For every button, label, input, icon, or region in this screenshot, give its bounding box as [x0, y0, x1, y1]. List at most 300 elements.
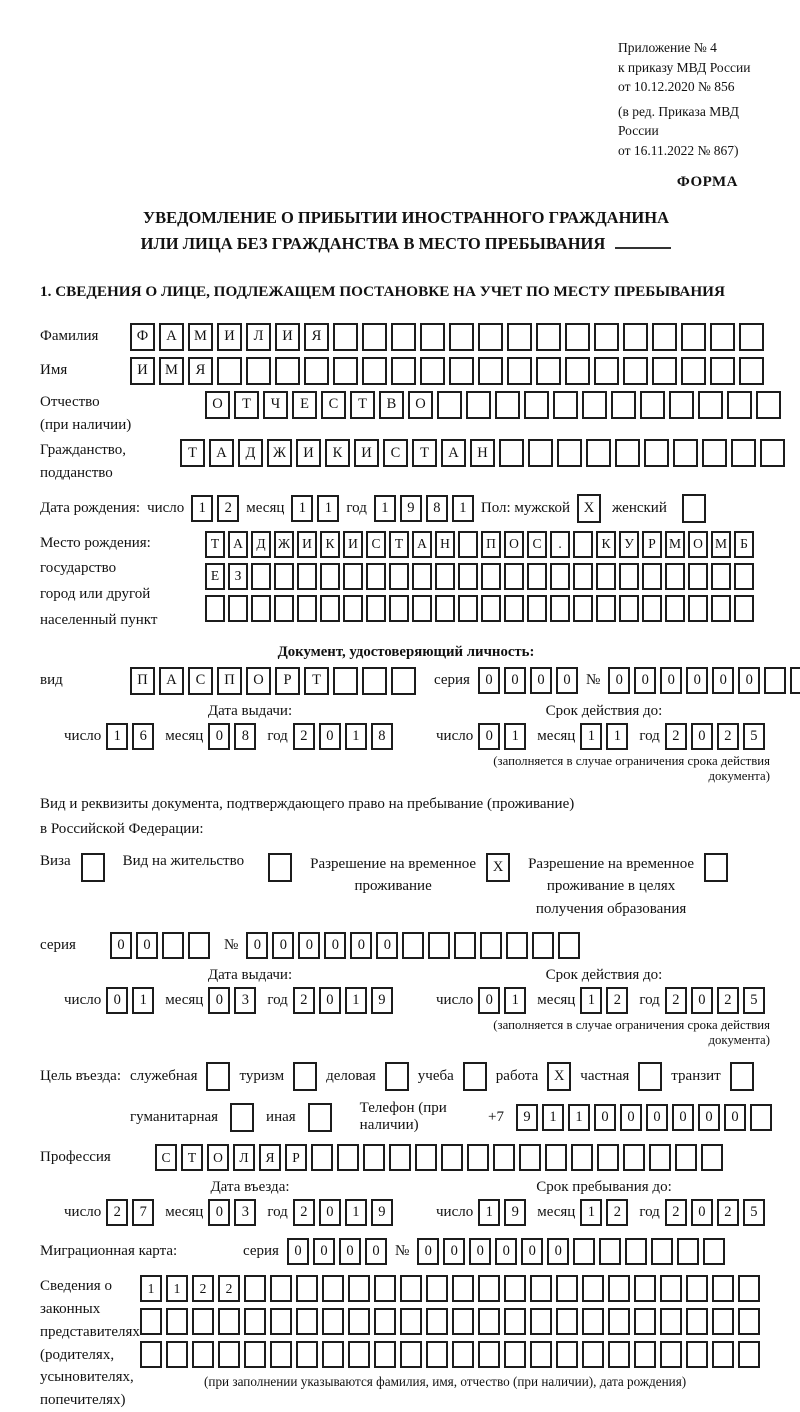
char-box[interactable] [426, 1275, 448, 1302]
char-box[interactable]: 0 [698, 1104, 720, 1131]
char-box[interactable] [556, 1275, 578, 1302]
char-box[interactable] [644, 439, 669, 467]
char-box[interactable] [712, 1275, 734, 1302]
char-box[interactable] [738, 1341, 760, 1368]
char-box[interactable] [623, 1144, 645, 1171]
char-box[interactable] [412, 563, 432, 590]
char-box[interactable]: В [379, 391, 404, 419]
char-box[interactable] [363, 1144, 385, 1171]
char-box[interactable] [688, 595, 708, 622]
char-box[interactable] [333, 323, 358, 351]
char-box[interactable]: 0 [298, 932, 320, 959]
char-box[interactable]: 9 [371, 987, 393, 1014]
char-box[interactable]: 2 [106, 1199, 128, 1226]
char-box[interactable]: 0 [672, 1104, 694, 1131]
char-box[interactable]: 0 [106, 987, 128, 1014]
char-box[interactable] [320, 595, 340, 622]
char-box[interactable] [594, 357, 619, 385]
char-box[interactable] [507, 323, 532, 351]
char-box[interactable] [274, 563, 294, 590]
char-box[interactable]: Т [304, 667, 329, 695]
char-box[interactable] [166, 1341, 188, 1368]
char-box[interactable] [734, 595, 754, 622]
char-box[interactable]: М [159, 357, 184, 385]
purpose-transit-checkbox[interactable] [730, 1062, 754, 1091]
char-box[interactable] [296, 1275, 318, 1302]
char-box[interactable] [669, 391, 694, 419]
char-box[interactable]: Т [180, 439, 205, 467]
char-box[interactable]: 0 [110, 932, 132, 959]
char-box[interactable]: 1 [606, 723, 628, 750]
char-box[interactable]: 0 [208, 723, 230, 750]
char-box[interactable]: 0 [691, 1199, 713, 1226]
char-box[interactable] [391, 357, 416, 385]
char-box[interactable] [478, 1341, 500, 1368]
char-box[interactable] [452, 1308, 474, 1335]
char-box[interactable] [343, 563, 363, 590]
char-box[interactable]: А [159, 323, 184, 351]
purpose-business-checkbox[interactable] [385, 1062, 409, 1091]
char-box[interactable]: 0 [530, 667, 552, 694]
char-box[interactable] [597, 1144, 619, 1171]
char-box[interactable] [348, 1341, 370, 1368]
char-box[interactable]: 0 [646, 1104, 668, 1131]
char-box[interactable]: 0 [319, 723, 341, 750]
char-box[interactable]: О [688, 531, 708, 558]
char-box[interactable] [582, 391, 607, 419]
char-box[interactable]: С [321, 391, 346, 419]
char-box[interactable]: 0 [319, 1199, 341, 1226]
char-box[interactable]: О [504, 531, 524, 558]
char-box[interactable] [166, 1308, 188, 1335]
char-box[interactable] [162, 932, 184, 959]
char-box[interactable] [712, 1308, 734, 1335]
char-box[interactable]: Т [412, 439, 437, 467]
char-box[interactable]: Я [188, 357, 213, 385]
char-box[interactable] [582, 1308, 604, 1335]
char-box[interactable]: 1 [504, 987, 526, 1014]
char-box[interactable] [140, 1341, 162, 1368]
char-box[interactable]: 0 [324, 932, 346, 959]
char-box[interactable]: 0 [495, 1238, 517, 1265]
char-box[interactable] [478, 1275, 500, 1302]
purpose-official-checkbox[interactable] [206, 1062, 230, 1091]
char-box[interactable]: 2 [665, 1199, 687, 1226]
char-box[interactable] [675, 1144, 697, 1171]
char-box[interactable]: 1 [106, 723, 128, 750]
char-box[interactable] [532, 932, 554, 959]
char-box[interactable]: И [217, 323, 242, 351]
char-box[interactable] [478, 357, 503, 385]
char-box[interactable] [478, 323, 503, 351]
char-box[interactable] [400, 1308, 422, 1335]
char-box[interactable] [270, 1308, 292, 1335]
char-box[interactable]: 0 [208, 1199, 230, 1226]
char-box[interactable] [452, 1275, 474, 1302]
char-box[interactable]: 2 [717, 723, 739, 750]
char-box[interactable]: 2 [665, 723, 687, 750]
char-box[interactable] [322, 1341, 344, 1368]
char-box[interactable]: 1 [317, 495, 339, 522]
visa-checkbox[interactable] [81, 853, 105, 882]
char-box[interactable] [557, 439, 582, 467]
char-box[interactable] [481, 595, 501, 622]
char-box[interactable] [466, 391, 491, 419]
char-box[interactable]: А [441, 439, 466, 467]
char-box[interactable] [615, 439, 640, 467]
char-box[interactable] [348, 1308, 370, 1335]
char-box[interactable] [527, 563, 547, 590]
char-box[interactable]: С [366, 531, 386, 558]
char-box[interactable]: И [354, 439, 379, 467]
char-box[interactable] [703, 1238, 725, 1265]
char-box[interactable]: Р [275, 667, 300, 695]
char-box[interactable]: Т [181, 1144, 203, 1171]
char-box[interactable]: Ч [263, 391, 288, 419]
char-box[interactable] [251, 595, 271, 622]
char-box[interactable]: Л [246, 323, 271, 351]
char-box[interactable] [623, 357, 648, 385]
char-box[interactable] [304, 357, 329, 385]
char-box[interactable]: 0 [136, 932, 158, 959]
char-box[interactable] [389, 595, 409, 622]
char-box[interactable]: О [205, 391, 230, 419]
char-box[interactable]: 0 [620, 1104, 642, 1131]
char-box[interactable]: К [325, 439, 350, 467]
char-box[interactable]: 1 [191, 495, 213, 522]
char-box[interactable] [366, 595, 386, 622]
char-box[interactable] [527, 595, 547, 622]
char-box[interactable] [738, 1275, 760, 1302]
char-box[interactable] [731, 439, 756, 467]
char-box[interactable]: М [711, 531, 731, 558]
char-box[interactable] [582, 1275, 604, 1302]
char-box[interactable] [550, 563, 570, 590]
char-box[interactable]: Ф [130, 323, 155, 351]
char-box[interactable]: 6 [132, 723, 154, 750]
char-box[interactable]: . [550, 531, 570, 558]
char-box[interactable]: 7 [132, 1199, 154, 1226]
char-box[interactable] [426, 1308, 448, 1335]
char-box[interactable]: 0 [724, 1104, 746, 1131]
char-box[interactable]: С [383, 439, 408, 467]
char-box[interactable] [449, 357, 474, 385]
char-box[interactable] [734, 563, 754, 590]
char-box[interactable]: И [343, 531, 363, 558]
char-box[interactable]: 0 [350, 932, 372, 959]
char-box[interactable] [642, 563, 662, 590]
char-box[interactable] [634, 1308, 656, 1335]
char-box[interactable] [218, 1341, 240, 1368]
char-box[interactable]: 2 [717, 1199, 739, 1226]
char-box[interactable] [619, 595, 639, 622]
char-box[interactable]: А [159, 667, 184, 695]
temp-residence-education-checkbox[interactable] [704, 853, 728, 882]
char-box[interactable] [311, 1144, 333, 1171]
char-box[interactable]: 0 [691, 723, 713, 750]
char-box[interactable]: 2 [217, 495, 239, 522]
char-box[interactable] [270, 1341, 292, 1368]
char-box[interactable] [244, 1275, 266, 1302]
temp-residence-checkbox[interactable]: X [486, 853, 510, 882]
purpose-private-checkbox[interactable] [638, 1062, 662, 1091]
char-box[interactable]: А [209, 439, 234, 467]
char-box[interactable] [458, 531, 478, 558]
char-box[interactable] [519, 1144, 541, 1171]
char-box[interactable]: 2 [665, 987, 687, 1014]
char-box[interactable]: 2 [192, 1275, 214, 1302]
char-box[interactable] [504, 563, 524, 590]
char-box[interactable]: 1 [504, 723, 526, 750]
char-box[interactable]: 1 [542, 1104, 564, 1131]
char-box[interactable]: 9 [504, 1199, 526, 1226]
char-box[interactable] [402, 932, 424, 959]
char-box[interactable] [333, 357, 358, 385]
char-box[interactable]: 2 [606, 1199, 628, 1226]
char-box[interactable]: З [228, 563, 248, 590]
char-box[interactable] [467, 1144, 489, 1171]
char-box[interactable] [296, 1341, 318, 1368]
char-box[interactable] [750, 1104, 772, 1131]
char-box[interactable]: 1 [166, 1275, 188, 1302]
char-box[interactable] [366, 563, 386, 590]
char-box[interactable] [480, 932, 502, 959]
char-box[interactable]: 9 [516, 1104, 538, 1131]
char-box[interactable] [441, 1144, 463, 1171]
char-box[interactable] [665, 595, 685, 622]
char-box[interactable]: О [246, 667, 271, 695]
char-box[interactable] [558, 932, 580, 959]
char-box[interactable] [478, 1308, 500, 1335]
char-box[interactable] [565, 323, 590, 351]
char-box[interactable]: Р [642, 531, 662, 558]
char-box[interactable] [608, 1275, 630, 1302]
char-box[interactable] [760, 439, 785, 467]
char-box[interactable] [553, 391, 578, 419]
char-box[interactable]: 1 [580, 1199, 602, 1226]
char-box[interactable]: 2 [293, 723, 315, 750]
char-box[interactable]: 2 [717, 987, 739, 1014]
char-box[interactable]: 8 [234, 723, 256, 750]
char-box[interactable] [504, 1341, 526, 1368]
char-box[interactable] [435, 563, 455, 590]
char-box[interactable] [702, 439, 727, 467]
char-box[interactable] [275, 357, 300, 385]
char-box[interactable]: 0 [208, 987, 230, 1014]
char-box[interactable]: Т [350, 391, 375, 419]
char-box[interactable]: 0 [738, 667, 760, 694]
char-box[interactable] [571, 1144, 593, 1171]
char-box[interactable] [530, 1275, 552, 1302]
char-box[interactable] [420, 357, 445, 385]
char-box[interactable] [681, 323, 706, 351]
char-box[interactable]: Ж [274, 531, 294, 558]
char-box[interactable] [739, 357, 764, 385]
char-box[interactable] [506, 932, 528, 959]
char-box[interactable] [343, 595, 363, 622]
char-box[interactable]: И [130, 357, 155, 385]
char-box[interactable] [524, 391, 549, 419]
char-box[interactable] [218, 1308, 240, 1335]
purpose-study-checkbox[interactable] [463, 1062, 487, 1091]
char-box[interactable] [437, 391, 462, 419]
char-box[interactable] [634, 1341, 656, 1368]
char-box[interactable] [608, 1341, 630, 1368]
char-box[interactable] [625, 1238, 647, 1265]
char-box[interactable] [246, 357, 271, 385]
char-box[interactable] [712, 1341, 734, 1368]
char-box[interactable]: 1 [132, 987, 154, 1014]
char-box[interactable] [348, 1275, 370, 1302]
char-box[interactable]: П [130, 667, 155, 695]
char-box[interactable]: 0 [634, 667, 656, 694]
char-box[interactable] [688, 563, 708, 590]
char-box[interactable]: 0 [691, 987, 713, 1014]
char-box[interactable]: 0 [478, 667, 500, 694]
char-box[interactable] [623, 323, 648, 351]
char-box[interactable] [673, 439, 698, 467]
char-box[interactable] [634, 1275, 656, 1302]
char-box[interactable]: 2 [293, 987, 315, 1014]
char-box[interactable]: 0 [594, 1104, 616, 1131]
char-box[interactable] [140, 1308, 162, 1335]
char-box[interactable]: 0 [660, 667, 682, 694]
char-box[interactable] [296, 1308, 318, 1335]
char-box[interactable] [435, 595, 455, 622]
char-box[interactable] [681, 357, 706, 385]
char-box[interactable]: 8 [371, 723, 393, 750]
char-box[interactable] [504, 1275, 526, 1302]
char-box[interactable]: 0 [556, 667, 578, 694]
char-box[interactable] [528, 439, 553, 467]
char-box[interactable] [665, 563, 685, 590]
char-box[interactable]: П [217, 667, 242, 695]
char-box[interactable] [530, 1341, 552, 1368]
char-box[interactable]: 1 [345, 723, 367, 750]
char-box[interactable] [320, 563, 340, 590]
char-box[interactable] [374, 1275, 396, 1302]
char-box[interactable]: 0 [686, 667, 708, 694]
char-box[interactable]: К [596, 531, 616, 558]
char-box[interactable] [495, 391, 520, 419]
char-box[interactable] [582, 1341, 604, 1368]
char-box[interactable] [493, 1144, 515, 1171]
char-box[interactable]: А [412, 531, 432, 558]
char-box[interactable]: Л [233, 1144, 255, 1171]
char-box[interactable]: 0 [521, 1238, 543, 1265]
char-box[interactable] [507, 357, 532, 385]
char-box[interactable]: Н [470, 439, 495, 467]
char-box[interactable]: М [188, 323, 213, 351]
char-box[interactable] [596, 595, 616, 622]
char-box[interactable]: Д [251, 531, 271, 558]
char-box[interactable]: Т [205, 531, 225, 558]
char-box[interactable] [481, 563, 501, 590]
purpose-tourism-checkbox[interactable] [293, 1062, 317, 1091]
char-box[interactable]: 0 [376, 932, 398, 959]
char-box[interactable] [400, 1275, 422, 1302]
char-box[interactable] [415, 1144, 437, 1171]
char-box[interactable]: Я [259, 1144, 281, 1171]
char-box[interactable]: П [481, 531, 501, 558]
char-box[interactable] [362, 357, 387, 385]
char-box[interactable]: И [275, 323, 300, 351]
char-box[interactable]: 0 [272, 932, 294, 959]
char-box[interactable]: 0 [417, 1238, 439, 1265]
char-box[interactable]: 0 [469, 1238, 491, 1265]
char-box[interactable]: 0 [365, 1238, 387, 1265]
char-box[interactable]: 2 [218, 1275, 240, 1302]
char-box[interactable]: 5 [743, 723, 765, 750]
char-box[interactable] [458, 595, 478, 622]
char-box[interactable]: 3 [234, 987, 256, 1014]
char-box[interactable]: 0 [478, 987, 500, 1014]
char-box[interactable] [228, 595, 248, 622]
char-box[interactable]: 0 [313, 1238, 335, 1265]
char-box[interactable] [362, 323, 387, 351]
char-box[interactable]: С [155, 1144, 177, 1171]
char-box[interactable] [596, 563, 616, 590]
char-box[interactable] [710, 357, 735, 385]
char-box[interactable] [594, 323, 619, 351]
char-box[interactable] [428, 932, 450, 959]
char-box[interactable] [739, 323, 764, 351]
char-box[interactable]: Д [238, 439, 263, 467]
char-box[interactable] [573, 595, 593, 622]
char-box[interactable] [686, 1308, 708, 1335]
char-box[interactable]: У [619, 531, 639, 558]
residence-permit-checkbox[interactable] [268, 853, 292, 882]
char-box[interactable] [192, 1341, 214, 1368]
char-box[interactable]: Н [435, 531, 455, 558]
char-box[interactable] [391, 323, 416, 351]
char-box[interactable] [244, 1341, 266, 1368]
char-box[interactable] [333, 667, 358, 695]
char-box[interactable] [389, 563, 409, 590]
char-box[interactable]: 1 [580, 723, 602, 750]
char-box[interactable] [374, 1308, 396, 1335]
char-box[interactable] [710, 323, 735, 351]
char-box[interactable] [244, 1308, 266, 1335]
char-box[interactable] [545, 1144, 567, 1171]
char-box[interactable] [337, 1144, 359, 1171]
char-box[interactable] [573, 1238, 595, 1265]
char-box[interactable]: 5 [743, 1199, 765, 1226]
char-box[interactable]: 3 [234, 1199, 256, 1226]
char-box[interactable] [640, 391, 665, 419]
char-box[interactable] [698, 391, 723, 419]
char-box[interactable]: 1 [140, 1275, 162, 1302]
char-box[interactable]: Б [734, 531, 754, 558]
char-box[interactable] [420, 323, 445, 351]
char-box[interactable]: 9 [400, 495, 422, 522]
char-box[interactable] [452, 1341, 474, 1368]
char-box[interactable]: 0 [287, 1238, 309, 1265]
purpose-other-checkbox[interactable] [308, 1103, 332, 1132]
char-box[interactable]: 5 [743, 987, 765, 1014]
char-box[interactable] [556, 1308, 578, 1335]
char-box[interactable] [677, 1238, 699, 1265]
char-box[interactable] [727, 391, 752, 419]
char-box[interactable] [297, 563, 317, 590]
char-box[interactable] [608, 1308, 630, 1335]
char-box[interactable] [565, 357, 590, 385]
char-box[interactable]: Р [285, 1144, 307, 1171]
char-box[interactable]: К [320, 531, 340, 558]
char-box[interactable]: 0 [547, 1238, 569, 1265]
char-box[interactable]: Я [304, 323, 329, 351]
char-box[interactable] [504, 1308, 526, 1335]
